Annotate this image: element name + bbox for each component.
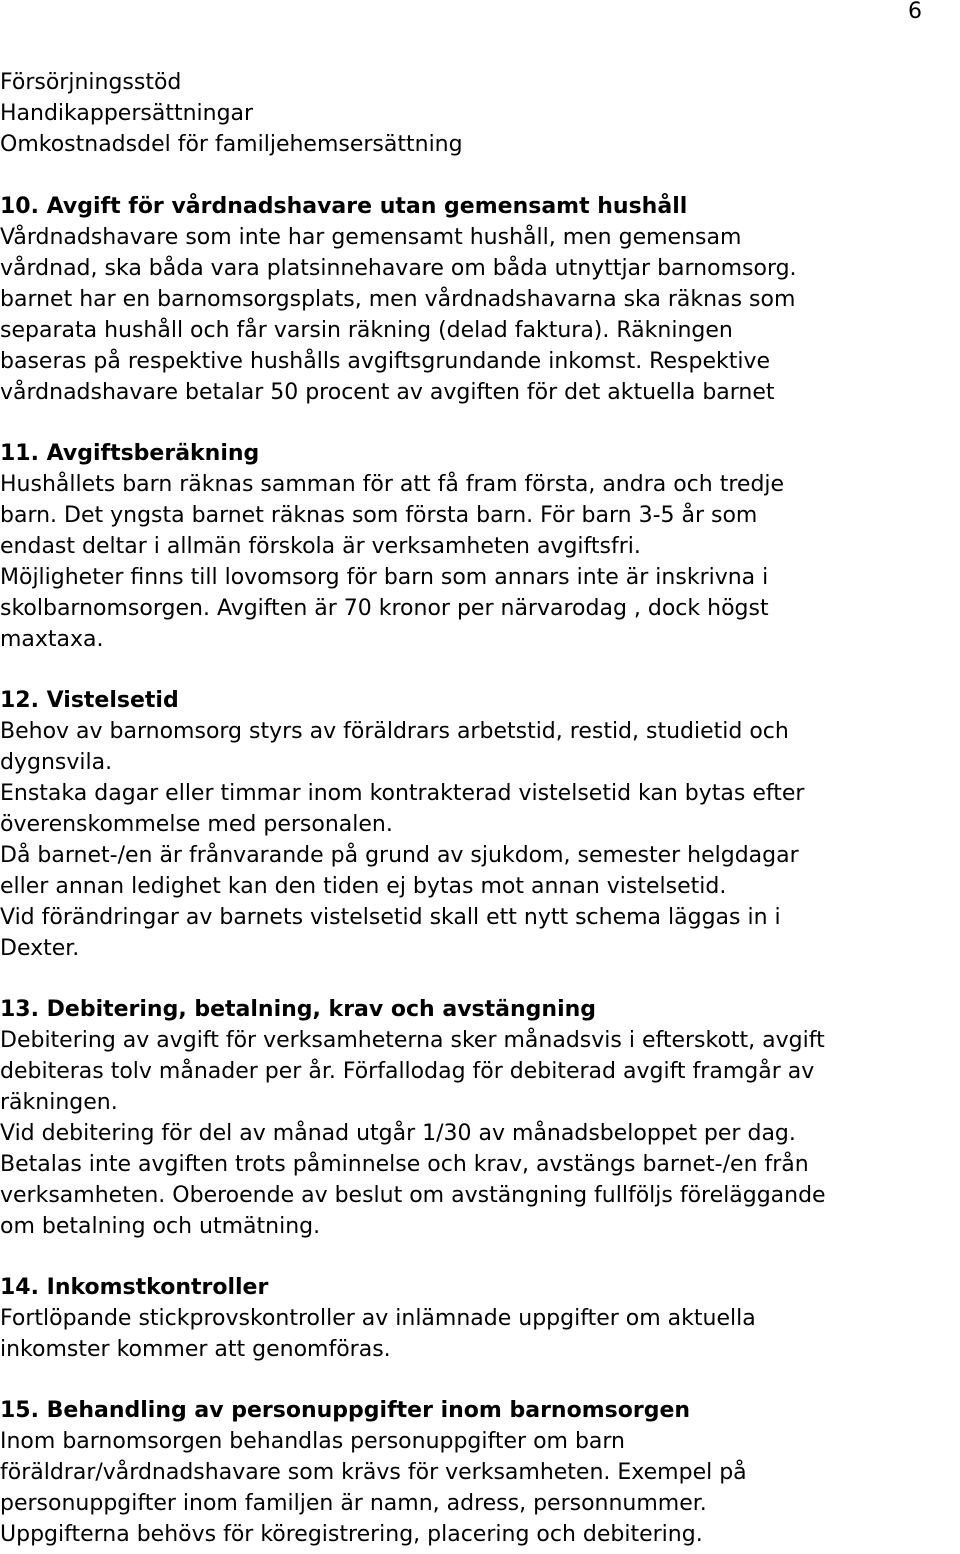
paragraph-line: verksamheten. Oberoende av beslut om avstängning fullföljs föreläggande <box>0 1183 826 1208</box>
paragraph-line: räkningen. <box>0 1090 118 1115</box>
intro-line: Handikappersättningar <box>0 101 254 126</box>
section-14 <box>0 1272 960 1365</box>
paragraph-line: överenskommelse med personalen. <box>0 812 393 837</box>
section-heading: 14. Inkomstkontroller <box>0 1275 269 1300</box>
document-body <box>0 67 960 1550</box>
paragraph-line: Dexter. <box>0 936 80 961</box>
paragraph-line: föräldrar/vårdnadshavare som krävs för verksamheten. Exempel på <box>0 1460 747 1485</box>
section-15 <box>0 1395 960 1550</box>
paragraph-line: Möjligheter finns till lovomsorg för barn som annars inte är inskrivna i <box>0 565 769 590</box>
paragraph-line: inkomster kommer att genomföras. <box>0 1337 391 1362</box>
paragraph-line: Vårdnadshavare som inte har gemensamt hushåll, men gemensam <box>0 225 742 250</box>
paragraph-line: baseras på respektive hushålls avgiftsgrundande inkomst. Respektive <box>0 349 771 374</box>
section-10 <box>0 191 960 408</box>
paragraph-line: vårdnad, ska båda vara platsinnehavare om båda utnyttjar barnomsorg. <box>0 256 797 281</box>
intro-line: Omkostnadsdel för familjehemsersättning <box>0 132 463 157</box>
section-13 <box>0 994 960 1242</box>
paragraph-line: barn. Det yngsta barnet räknas som första barn. För barn 3-5 år som <box>0 503 758 528</box>
paragraph-line: Debitering av avgift för verksamheterna sker månadsvis i efterskott, avgift <box>0 1028 825 1053</box>
section-heading: 15. Behandling av personuppgifter inom barnomsorgen <box>0 1398 691 1423</box>
paragraph-line: vårdnadshavare betalar 50 procent av avgiften för det aktuella barnet <box>0 380 775 405</box>
paragraph-line: Behov av barnomsorg styrs av föräldrars arbetstid, restid, studietid och <box>0 719 789 744</box>
intro-block <box>0 67 960 160</box>
paragraph-line: Enstaka dagar eller timmar inom kontrakterad vistelsetid kan bytas efter <box>0 781 805 806</box>
section-heading: 10. Avgift för vårdnadshavare utan gemensamt hushåll <box>0 194 688 219</box>
paragraph-line: Inom barnomsorgen behandlas personuppgifter om barn <box>0 1429 626 1454</box>
section-heading: 13. Debitering, betalning, krav och avstängning <box>0 997 597 1022</box>
paragraph-line: personuppgifter inom familjen är namn, adress, personnummer. <box>0 1491 707 1516</box>
paragraph-line: eller annan ledighet kan den tiden ej bytas mot annan vistelsetid. <box>0 874 727 899</box>
paragraph-line: Fortlöpande stickprovskontroller av inlämnade uppgifter om aktuella <box>0 1306 756 1331</box>
section-heading: 11. Avgiftsberäkning <box>0 441 260 466</box>
paragraph-line: separata hushåll och får varsin räkning (delad faktura). Räkningen <box>0 318 733 343</box>
page-number: 6 <box>908 0 922 24</box>
paragraph-line: endast deltar i allmän förskola är verksamheten avgiftsfri. <box>0 534 641 559</box>
paragraph-line: skolbarnomsorgen. Avgiften är 70 kronor per närvarodag , dock högst <box>0 596 769 621</box>
section-12 <box>0 685 960 964</box>
section-heading: 12. Vistelsetid <box>0 688 179 713</box>
paragraph-line: Vid debitering för del av månad utgår 1/30 av månadsbeloppet per dag. <box>0 1121 796 1146</box>
paragraph-line: dygnsvila. <box>0 750 113 775</box>
paragraph-line: Betalas inte avgiften trots påminnelse och krav, avstängs barnet-/en från <box>0 1152 809 1177</box>
paragraph-line: Då barnet-/en är frånvarande på grund av sjukdom, semester helgdagar <box>0 843 799 868</box>
paragraph-line: barnet har en barnomsorgsplats, men vårdnadshavarna ska räknas som <box>0 287 796 312</box>
paragraph-line: Hushållets barn räknas samman för att få fram första, andra och tredje <box>0 472 785 497</box>
section-11 <box>0 438 960 655</box>
intro-line: Försörjningsstöd <box>0 70 182 95</box>
paragraph-line: Uppgifterna behövs för köregistrering, placering och debitering. <box>0 1522 703 1547</box>
paragraph-line: maxtaxa. <box>0 627 104 652</box>
paragraph-line: debiteras tolv månader per år. Förfallodag för debiterad avgift framgår av <box>0 1059 815 1084</box>
paragraph-line: Vid förändringar av barnets vistelsetid skall ett nytt schema läggas in i <box>0 905 781 930</box>
paragraph-line: om betalning och utmätning. <box>0 1214 321 1239</box>
